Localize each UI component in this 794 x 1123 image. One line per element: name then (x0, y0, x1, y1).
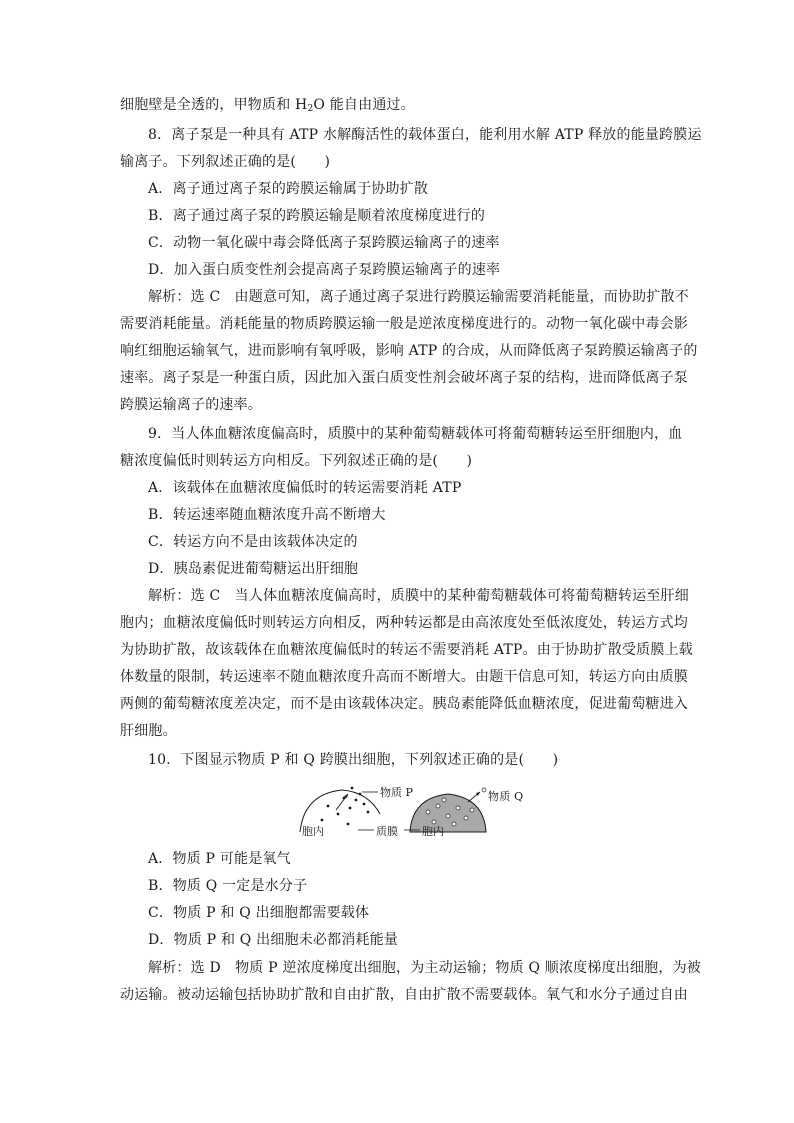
q8-analysis-line-3: 响红细胞运输氧气，进而影响有氧呼吸，影响 ATP 的合成，从而降低离子泵跨膜运输离子的 (120, 343, 698, 359)
substance-p-dots (321, 787, 370, 826)
q10-option-c: C．物质 P 和 Q 出细胞都需要载体 (148, 905, 370, 921)
intro-text-a: 细胞壁是全透的，甲物质和 H (120, 97, 308, 113)
q9-option-b: B．转运速率随血糖浓度升高不断增大 (148, 507, 386, 523)
q9-option-a: A．该载体在血糖浓度偏低时的转运需要消耗 ATP (148, 480, 462, 496)
subscript: 2 (307, 104, 314, 114)
q8-option-c: C．动物一氧化碳中毒会降低离子泵跨膜运输离子的速率 (148, 235, 500, 251)
q9-analysis-line-4: 体数量的限制，转运速率不随血糖浓度升高而不断增大。由题干信息可知，转运方向由质膜 (120, 669, 688, 685)
q8-analysis-line-2: 需要消耗能量。消耗能量的物质跨膜运输一般是逆浓度梯度进行的。动物一氧化碳中毒会影 (120, 316, 688, 332)
membrane-transport-figure (298, 784, 498, 836)
q9-analysis-line-5: 两侧的葡萄糖浓度差决定，而不是由该载体决定。胰岛素能降低血糖浓度，促进葡萄糖进入 (120, 696, 688, 712)
q8-stem-line-1: 8．离子泵是一种具有 ATP 水解酶活性的载体蛋白，能利用水解 ATP 释放的能量跨膜运 (148, 127, 702, 143)
q10-option-a: A．物质 P 可能是氧气 (148, 851, 291, 867)
q10-option-d: D．物质 P 和 Q 出细胞未必都消耗能量 (148, 932, 399, 948)
q9-stem-line-1: 9．当人体血糖浓度偏高时，质膜中的某种葡萄糖载体可将葡萄糖转运至肝细胞内，血 (148, 426, 683, 442)
q8-analysis-line-1: 解析：选 C 由题意可知，离子通过离子泵进行跨膜运输需要消耗能量，而协助扩散不 (148, 289, 689, 305)
label-membrane: 质膜 (376, 825, 398, 836)
q9-analysis-line-2: 胞内；血糖浓度偏低时则转运方向相反，两种转运都是由高浓度处至低浓度处，转运方式均 (120, 615, 688, 631)
label-substance-p: 物质 P (380, 786, 413, 799)
q10-analysis-line-2: 动运输。被动运输包括协助扩散和自由扩散，自由扩散不需要载体。氧气和水分子通过自由 (120, 987, 688, 1003)
label-cell-inside-right: 胞内 (422, 825, 444, 836)
q9-analysis-line-6: 肝细胞。 (120, 723, 177, 739)
q8-option-b: B．离子通过离子泵的跨膜运输是顺着浓度梯度进行的 (148, 208, 486, 224)
q10-stem: 10．下图显示物质 P 和 Q 跨膜出细胞，下列叙述正确的是( ) (148, 752, 559, 768)
q8-option-a: A．离子通过离子泵的跨膜运输属于协助扩散 (148, 181, 429, 197)
intro-text-b: O 能自由通过。 (313, 97, 415, 113)
q9-option-c: C．转运方向不是由该载体决定的 (148, 534, 358, 550)
q8-stem-line-2: 输离子。下列叙述正确的是( ) (120, 154, 331, 170)
q9-analysis-line-3: 为协助扩散，故该载体在血糖浓度偏低时的转运不需要消耗 ATP。由于协助扩散受质膜上载 (120, 642, 693, 658)
intro-line (120, 95, 415, 119)
q10-analysis-line-1: 解析：选 D 物质 P 逆浓度梯度出细胞，为主动运输；物质 Q 顺浓度梯度出细胞，为被 (148, 960, 701, 976)
q10-option-b: B．物质 Q 一定是水分子 (148, 878, 308, 894)
q8-analysis-line-4: 速率。离子泵是一种蛋白质，因此加入蛋白质变性剂会破坏离子泵的结构，进而降低离子泵 (120, 370, 688, 386)
q9-analysis-line-1: 解析：选 C 当人体血糖浓度偏高时，质膜中的某种葡萄糖载体可将葡萄糖转运至肝细 (148, 588, 689, 604)
label-substance-q: 物质 Q (488, 790, 524, 803)
q9-option-d: D．胰岛素促进葡萄糖运出肝细胞 (148, 561, 359, 577)
q8-analysis-line-5: 跨膜运输离子的速率。 (120, 397, 262, 413)
label-cell-inside-left: 胞内 (302, 825, 324, 836)
q8-option-d: D．加入蛋白质变性剂会提高离子泵跨膜运输离子的速率 (148, 262, 501, 278)
q9-stem-line-2: 糖浓度偏低时则转运方向相反。下列叙述正确的是( ) (120, 453, 473, 469)
